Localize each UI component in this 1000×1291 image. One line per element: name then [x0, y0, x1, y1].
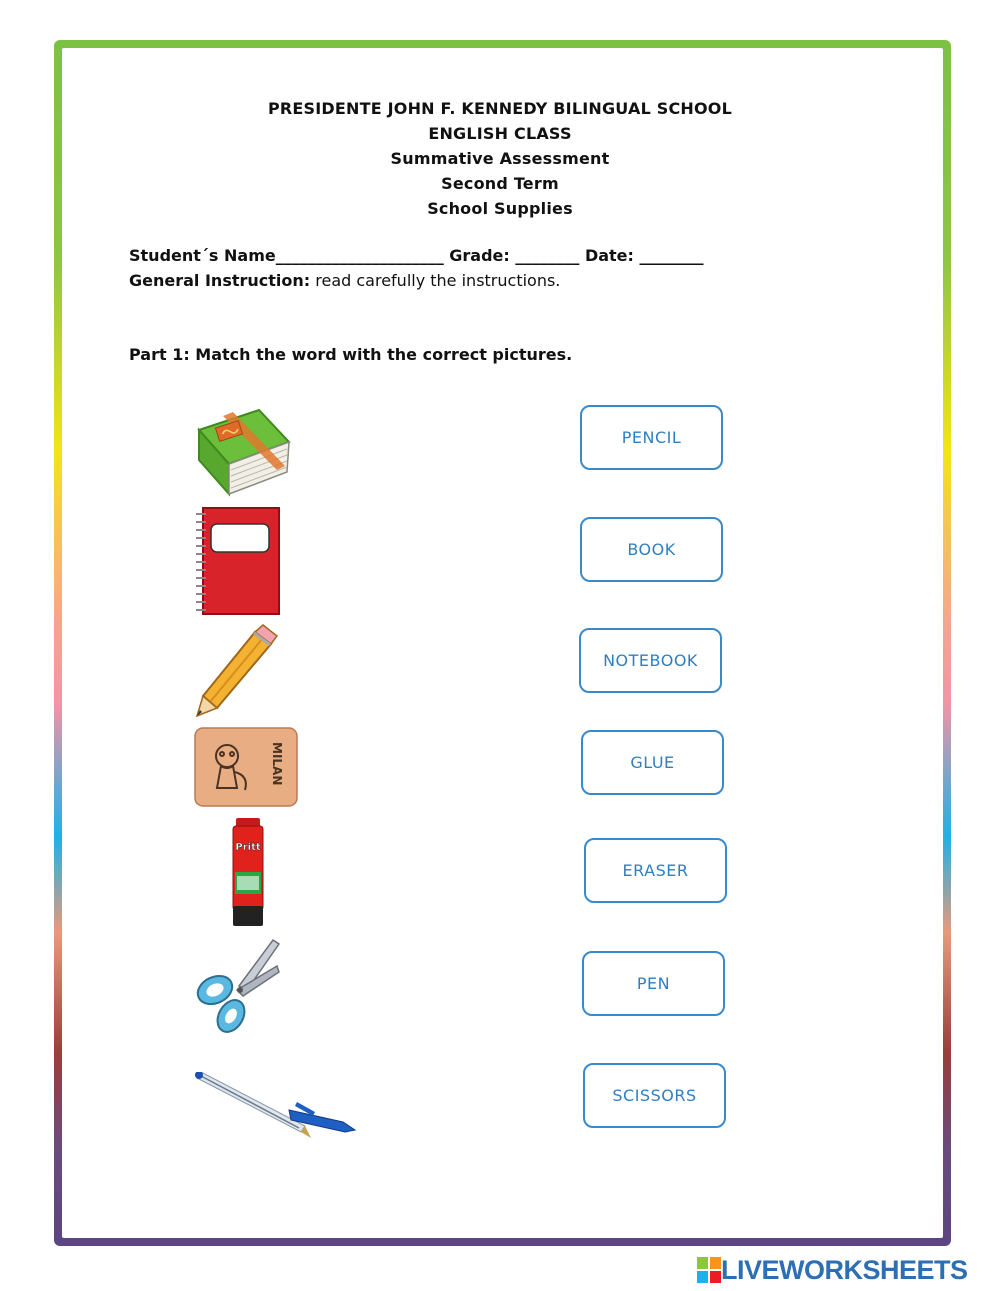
eraser-icon — [193, 726, 299, 808]
general-instruction — [129, 271, 560, 290]
glue-brand-text: Pritt — [235, 842, 261, 853]
word-box-pencil[interactable]: PENCIL — [580, 405, 723, 470]
liveworksheets-name: LIVEWORKSHEETS — [721, 1254, 968, 1285]
liveworksheets-brand — [697, 1254, 968, 1286]
notebook-icon — [193, 506, 283, 616]
student-info-line: Student´s Name_____________________ Grade: ________ Date: ________ — [129, 246, 704, 265]
part1-title: Part 1: Match the word with the correct pictures. — [129, 345, 573, 364]
word-box-scissors[interactable]: SCISSORS — [583, 1063, 726, 1128]
word-box-notebook[interactable]: NOTEBOOK — [579, 628, 722, 693]
scissors-icon — [193, 938, 283, 1034]
liveworksheets-logo-icon — [697, 1257, 721, 1283]
book-icon — [193, 402, 293, 498]
instruction-label: General Instruction: — [129, 271, 311, 290]
pen-icon — [193, 1072, 359, 1142]
eraser-brand-text: MILAN — [270, 742, 284, 786]
term-title: Second Term — [441, 174, 559, 193]
glue-stick-icon — [228, 816, 268, 928]
page-border — [54, 40, 951, 1246]
school-name: PRESIDENTE JOHN F. KENNEDY BILINGUAL SCHOOL — [267, 99, 733, 118]
word-box-pen[interactable]: PEN — [582, 951, 725, 1016]
class-title: ENGLISH CLASS — [428, 124, 572, 143]
word-box-eraser[interactable]: ERASER — [584, 838, 727, 903]
instruction-text: read carefully the instructions. — [310, 271, 561, 290]
topic-title: School Supplies — [427, 199, 573, 218]
pencil-icon — [193, 624, 279, 720]
word-box-book[interactable]: BOOK — [580, 517, 723, 582]
assessment-title: Summative Assessment — [390, 149, 610, 168]
word-box-glue[interactable]: GLUE — [581, 730, 724, 795]
